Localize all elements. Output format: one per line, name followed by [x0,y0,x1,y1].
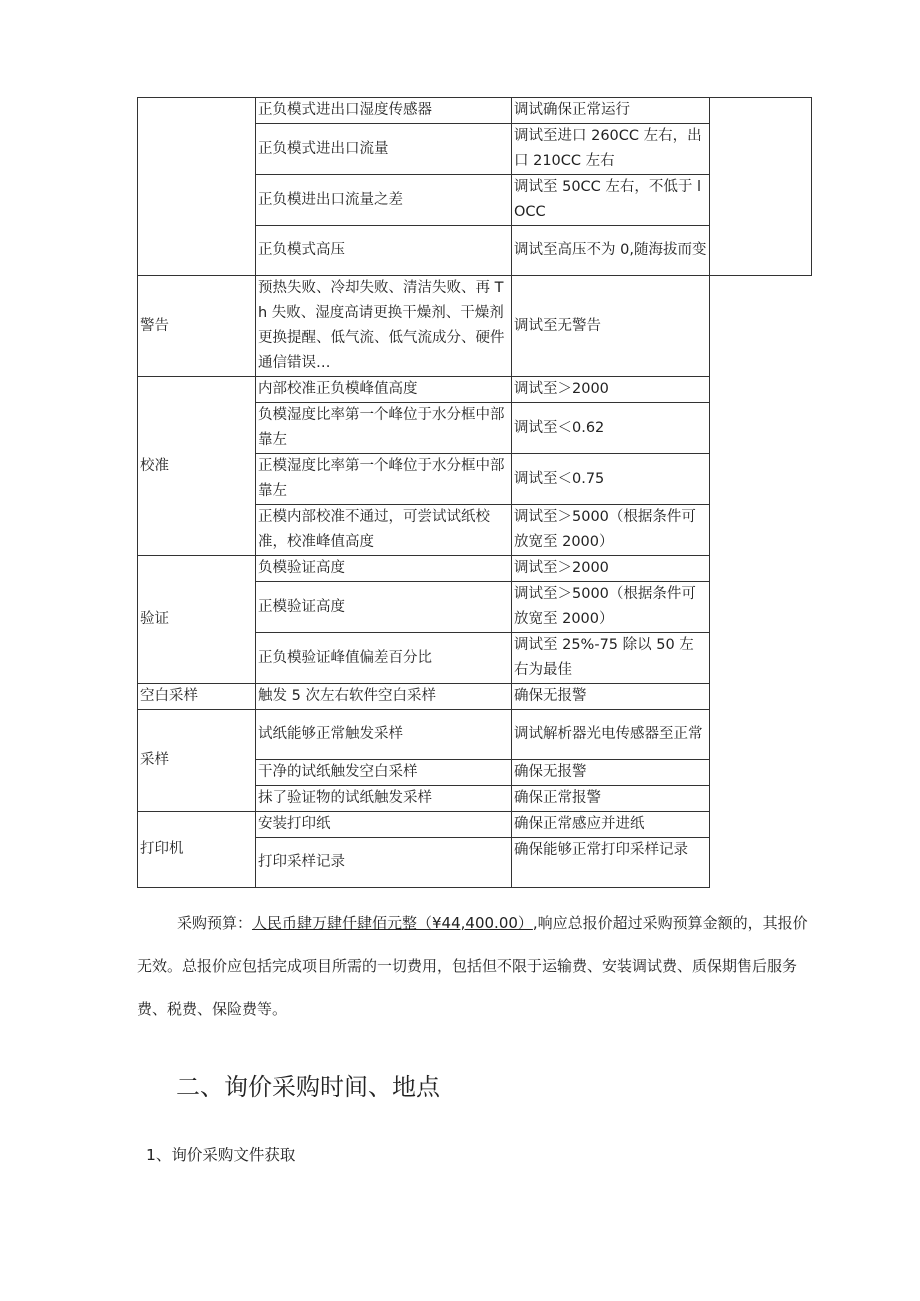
budget-amount: 人民币肆万肆仟肆佰元整（¥44,400.00） [252,914,533,932]
requirement-cell: 确保能够正常打印采样记录 [512,838,710,888]
requirement-cell: 调试至＞2000 [512,377,710,403]
budget-label: 采购预算： [177,914,253,932]
group-cell-verification: 验证 [138,556,256,684]
requirement-cell: 确保无报警 [512,760,710,786]
requirement-cell: 调试至 50CC 左右，不低于 lOCC [512,175,710,226]
item-cell: 试纸能够正常触发采样 [256,710,512,760]
item-cell: 正模验证高度 [256,582,512,633]
item-cell: 打印采样记录 [256,838,512,888]
item-cell: 正负模式高压 [256,226,512,276]
requirement-cell: 确保正常报警 [512,786,710,812]
requirement-cell: 调试解析器光电传感器至正常 [512,710,710,760]
group-cell-empty [138,98,256,276]
requirement-cell: 调试至＜0.75 [512,454,710,505]
item-cell: 安装打印纸 [256,812,512,838]
requirement-cell: 调试确保正常运行 [512,98,710,124]
item-cell: 预热失败、冷却失败、清洁失败、再 Th 失败、湿度高请更换干燥剂、干燥剂更换提醒、低气流、低气流成分、硬件通信错误… [256,276,512,377]
group-cell-printer: 打印机 [138,812,256,888]
item-cell: 正负模式进出口流量 [256,124,512,175]
group-cell-warning: 警告 [138,276,256,377]
item-cell: 正负模式进出口湿度传感器 [256,98,512,124]
requirement-cell: 调试至＞5000（根据条件可放宽至 2000） [512,582,710,633]
section-title: 二、询价采购时间、地点 [176,1073,440,1101]
item-cell: 正模内部校准不通过，可尝试试纸校准，校准峰值高度 [256,505,512,556]
blank-cell [710,276,812,888]
requirement-cell: 调试至 25%-75 除以 50 左右为最佳 [512,633,710,684]
requirement-cell: 确保无报警 [512,684,710,710]
requirement-cell: 确保正常感应并进纸 [512,812,710,838]
group-cell-calibration: 校准 [138,377,256,556]
item-cell: 正负模验证峰值偏差百分比 [256,633,512,684]
requirement-cell: 调试至无警告 [512,276,710,377]
item-cell: 正模湿度比率第一个峰位于水分框中部靠左 [256,454,512,505]
requirement-cell: 调试至＜0.62 [512,403,710,454]
subsection-title: 1、询价采购文件获取 [146,1146,296,1164]
notes-cell [710,98,812,276]
item-cell: 触发 5 次左右软件空白采样 [256,684,512,710]
table-row [138,276,812,377]
requirement-cell: 调试至＞2000 [512,556,710,582]
item-cell: 抹了验证物的试纸触发采样 [256,786,512,812]
requirement-cell: 调试至＞5000（根据条件可放宽至 2000） [512,505,710,556]
item-cell: 负模验证高度 [256,556,512,582]
item-cell: 正负模进出口流量之差 [256,175,512,226]
budget-paragraph [137,902,811,1031]
group-cell-sampling: 采样 [138,710,256,812]
item-cell: 干净的试纸触发空白采样 [256,760,512,786]
budget-rest: ,响应总报价超过采购预算金额的，其报价无效。总报价应包括完成项目所需的一切费用，包括但不限于运输费、安装调试费、质保期售后服务费、税费、保险费等。 [137,914,808,1018]
table-row [138,98,812,124]
spec-table [137,97,812,888]
item-cell: 负模湿度比率第一个峰位于水分框中部靠左 [256,403,512,454]
group-cell-blank-sampling: 空白采样 [138,684,256,710]
item-cell: 内部校准正负模峰值高度 [256,377,512,403]
requirement-cell: 调试至进口 260CC 左右，出口 210CC 左右 [512,124,710,175]
requirement-cell: 调试至高压不为 0,随海拔而变 [512,226,710,276]
